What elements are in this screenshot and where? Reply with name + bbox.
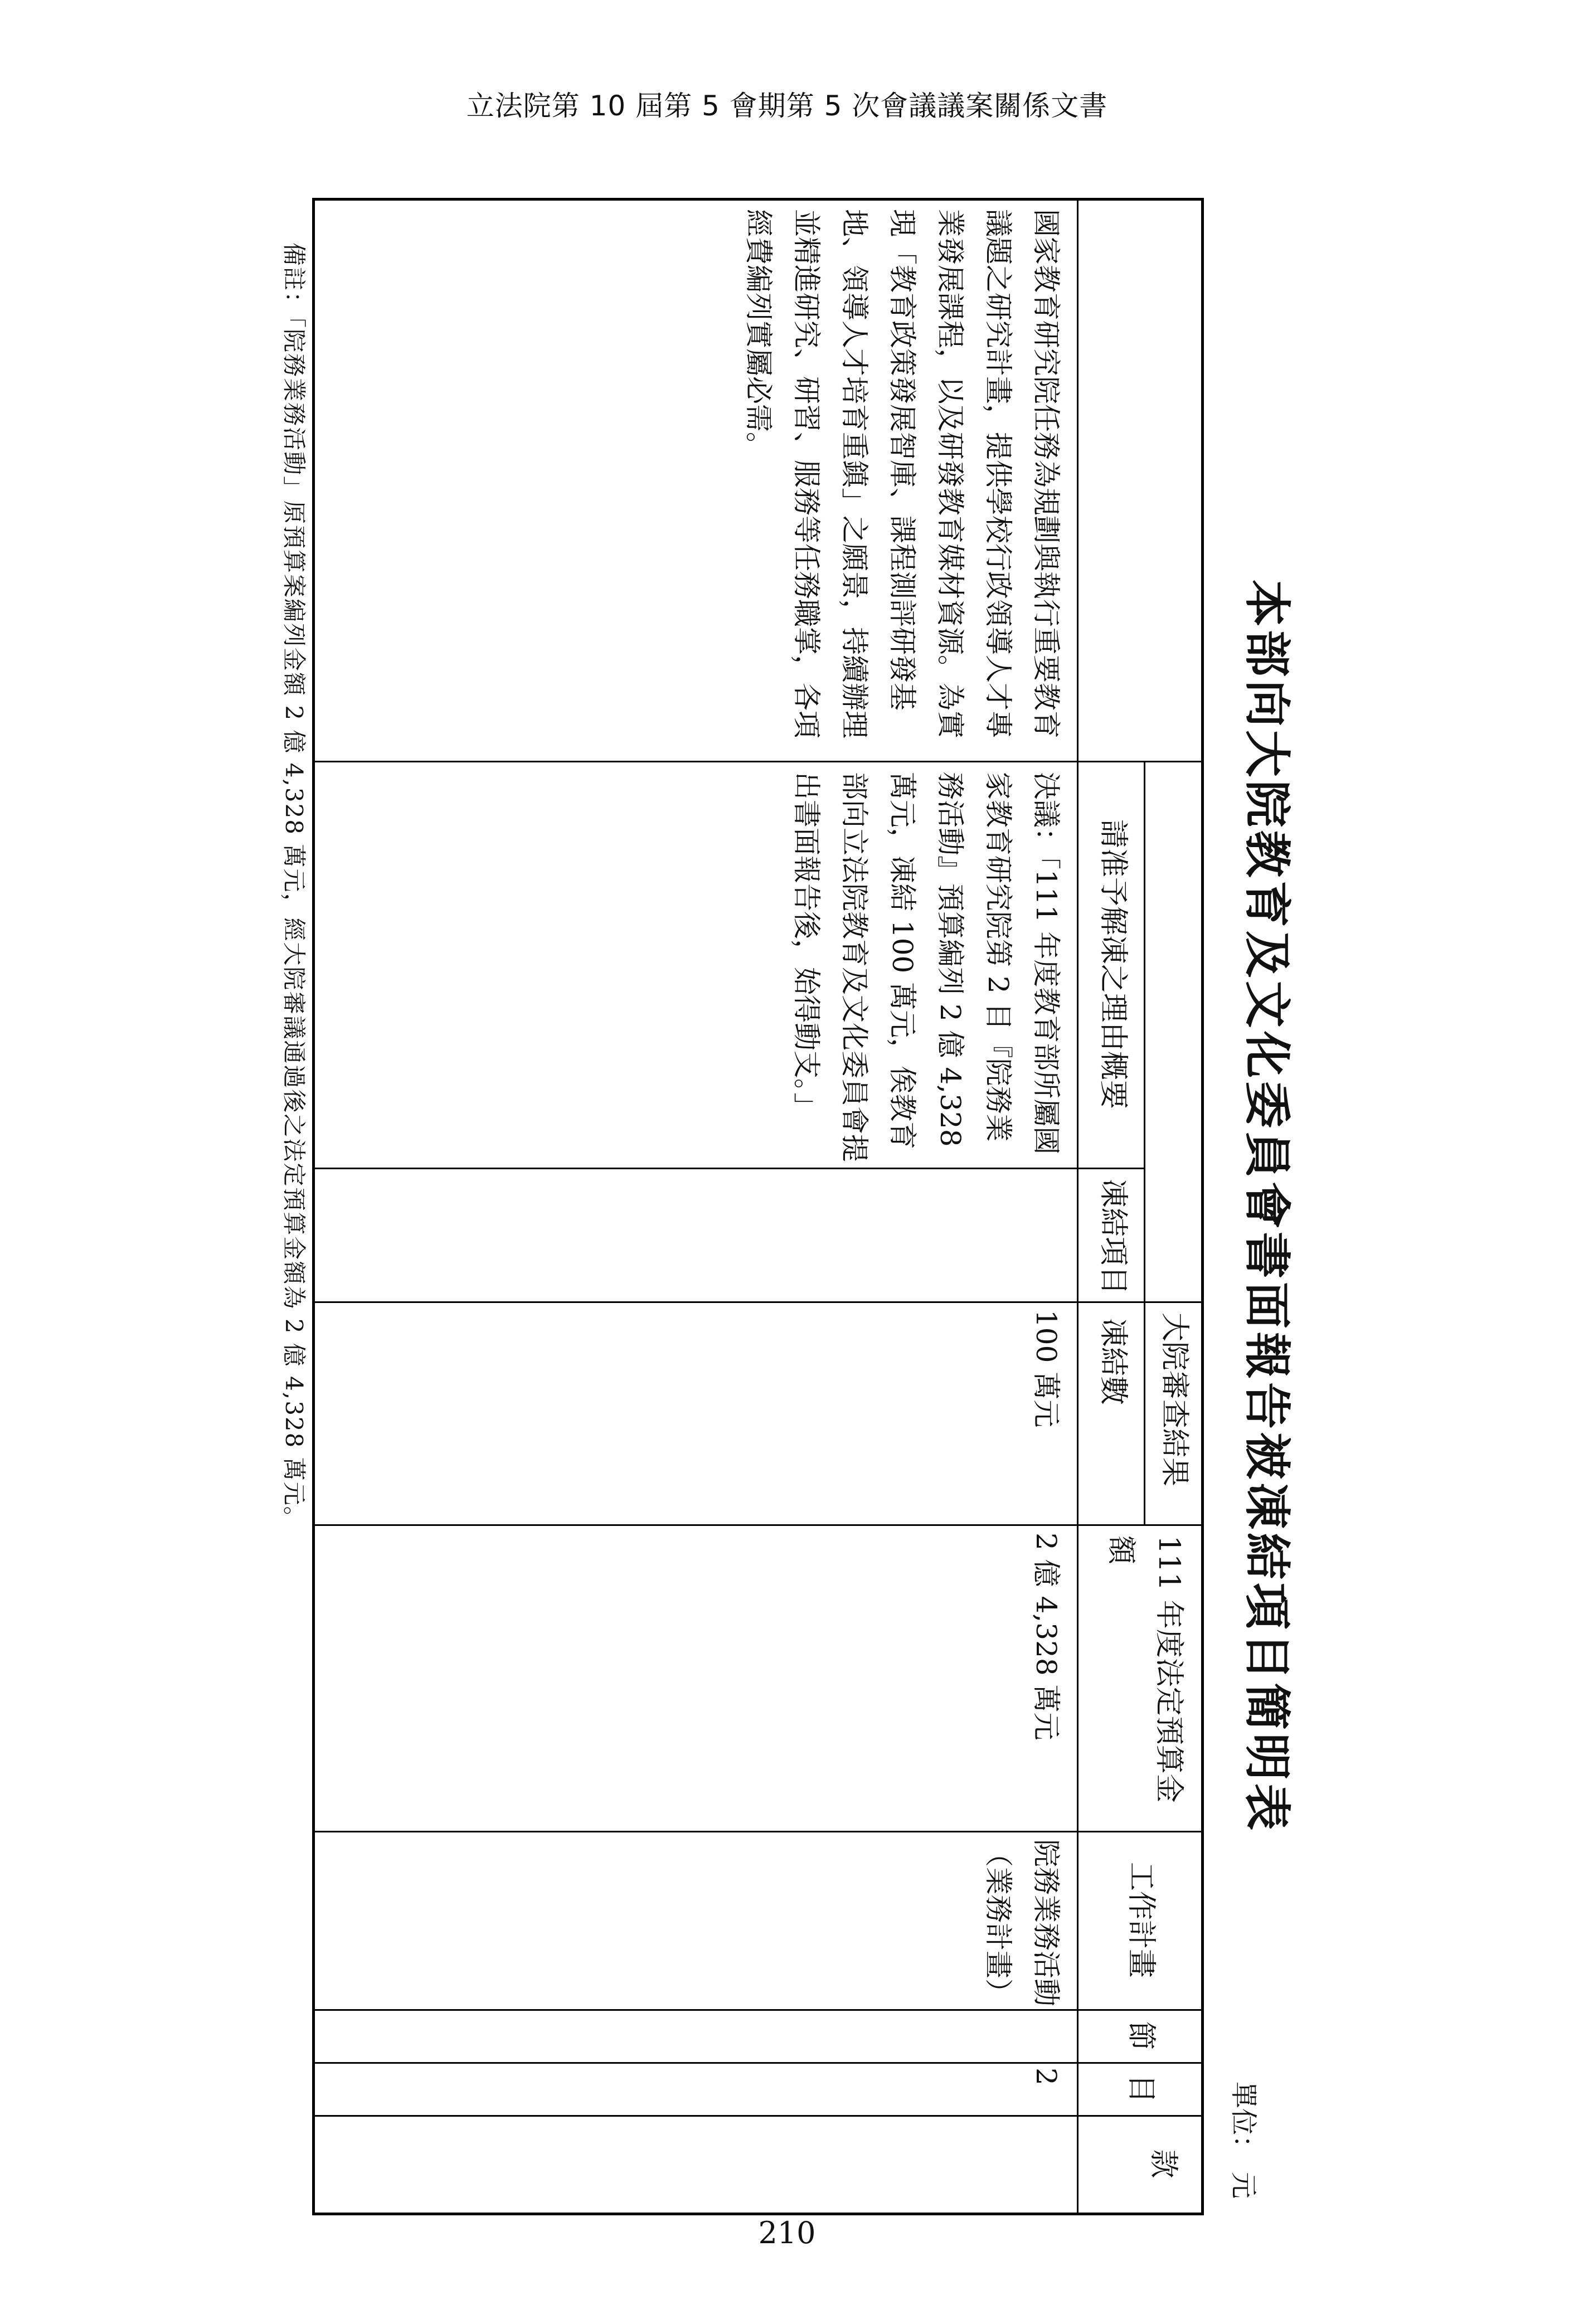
cell-frozen-amount: 100 萬元 (1030, 1310, 1062, 1428)
unit-label-text: 單位： (1228, 2082, 1259, 2162)
cell-work-plan: 院務業務活動（業務計畫） (982, 1839, 1062, 2006)
unit-value: 元 (1228, 2172, 1259, 2199)
header-frozen-amount: 凍結數 (1096, 1318, 1130, 1406)
cell-item-no: 2 (1030, 2068, 1062, 2085)
table-title: 本部向大院教育及文化委員會書面報告被凍結項目簡明表 (1240, 579, 1295, 1834)
header-case: 款 (1147, 2149, 1180, 2179)
document-header: 立法院第 10 屆第 5 會期第 5 次會議議案關係文書 (466, 90, 1108, 122)
cell-budget: 2 億 4,328 萬元 (1030, 1533, 1062, 1740)
rotated-table-page (268, 198, 1304, 2215)
cell-frozen-item-text: 決議：「111 年度教育部所屬國家教育研究院第 2 目『院務業務活動』預算編列 2 億 4,328 萬元，凍結 100 萬元，俟教育部向立法院教育及文化委員會提出書面報告後，始得動支。」 (790, 772, 1062, 1162)
header-review: 大院審查結果 (1158, 1312, 1191, 1487)
footnote: 備註：「院務業務活動」原預算案編列金額 2 億 4,328 萬元，經大院審議通過後之法定預算金額為 2 億 4,328 萬元。 (280, 242, 308, 1531)
header-frozen-item: 凍結項目 (1096, 1179, 1130, 1295)
unit-label (1227, 2082, 1265, 2199)
cell-reason: 國家教育研究院任務為規劃與執行重要教育議題之研究計畫，提供學校行政領導人才專業發展課程，以及研發教育媒材資源。為實現「教育政策發展智庫、課程測評研發基地、領導人才培育重鎮」之願景，持續辦理並精進研究、研習、服務等任務職掌，各項經費編列實屬必需。 (742, 209, 1062, 738)
page-number: 210 (758, 2215, 816, 2250)
header-section: 節 (1124, 2021, 1158, 2050)
header-work-plan: 工作計畫 (1124, 1861, 1158, 1978)
frozen-items-table (312, 198, 1204, 2215)
header-item: 目 (1124, 2074, 1158, 2103)
header-reason: 請准予解凍之理由概要 (1096, 819, 1130, 1109)
header-budget: 111 年度法定預算金額 (1104, 1535, 1186, 1803)
